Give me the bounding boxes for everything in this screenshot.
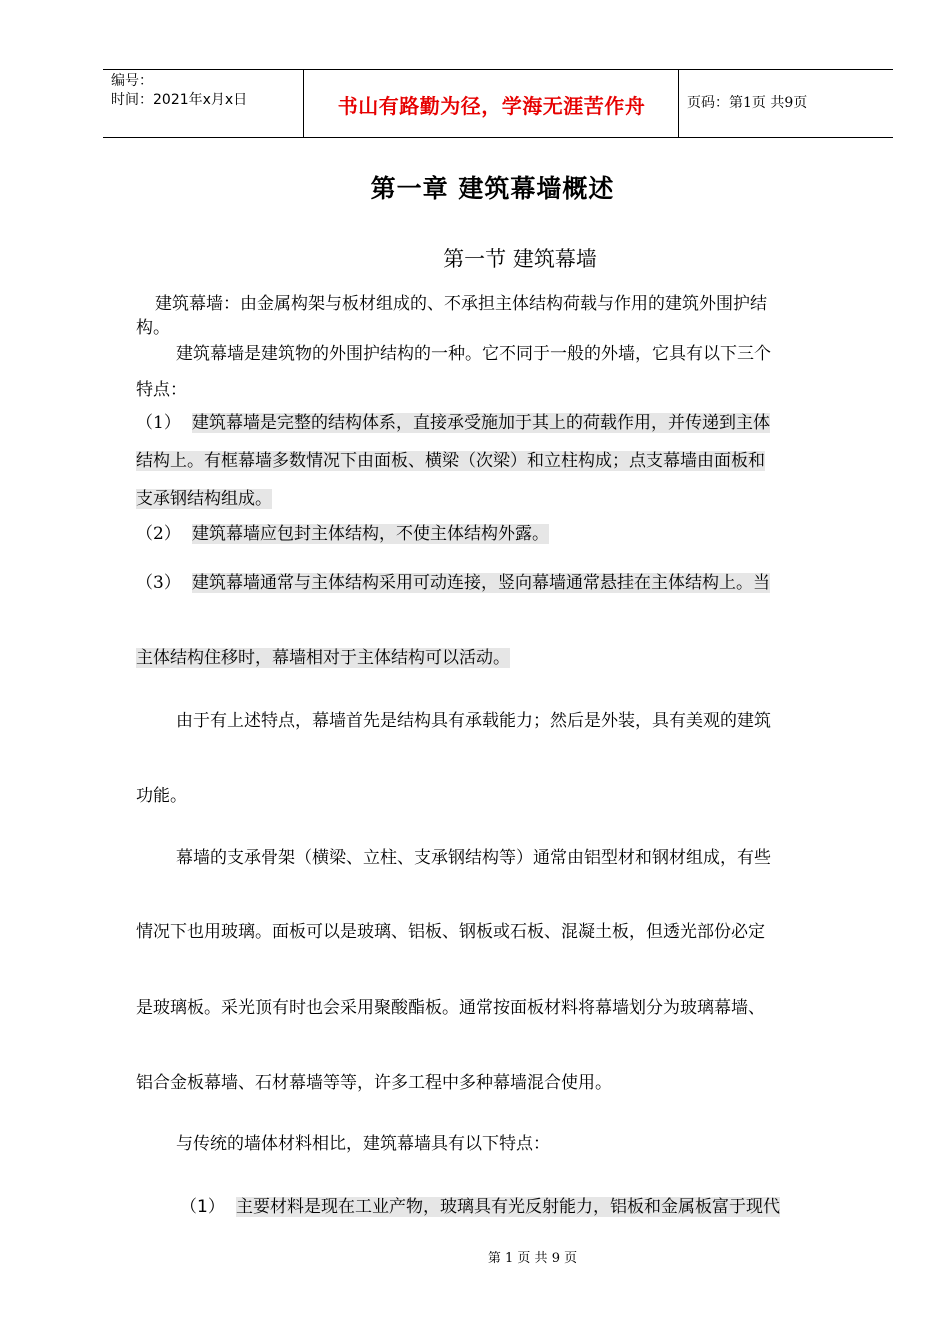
list-item: （1） 建筑幕墙是完整的结构体系，直接承受施加于其上的荷载作用，并传递到主体 [136, 408, 860, 433]
paragraph-line: 特点： [136, 380, 187, 400]
chapter-title: 第一章 建筑幕墙概述 [370, 174, 615, 203]
list-item: （3） 建筑幕墙通常与主体结构采用可动连接，竖向幕墙通常悬挂在主体结构上。当 [136, 568, 860, 593]
list-number: （1） [136, 413, 181, 433]
list-number: （3） [136, 573, 181, 593]
paragraph-line: 幕墙的支承骨架（横梁、立柱、支承钢结构等）通常由铝型材和钢材组成，有些 [176, 848, 771, 868]
paragraph-line: 与传统的墙体材料相比，建筑幕墙具有以下特点： [176, 1134, 550, 1154]
paragraph-line: 建筑幕墙：由金属构架与板材组成的、不承担主体结构荷载与作用的建筑外围护结 [155, 294, 767, 314]
paragraph-line: 情况下也用玻璃。面板可以是玻璃、铝板、钢板或石板、混凝土板，但透光部份必定 [136, 922, 765, 942]
paragraph-line: 建筑幕墙是建筑物的外围护结构的一种。它不同于一般的外墙，它具有以下三个 [176, 344, 771, 364]
paragraph-line: 铝合金板幕墙、石材幕墙等等，许多工程中多种幕墙混合使用。 [136, 1073, 612, 1093]
header-page-info: 页码：第1页 共9页 [687, 95, 808, 111]
number-label: 编号： [111, 73, 153, 89]
section-title: 第一节 建筑幕墙 [443, 247, 597, 271]
list-number: （2） [136, 524, 181, 544]
list-item: （1） 主要材料是现在工业产物，玻璃具有光反射能力，铝板和金属板富于现代 [180, 1192, 860, 1217]
paragraph-line: 是玻璃板。采光顶有时也会采用聚酸酯板。通常按面板材料将幕墙划分为玻璃幕墙、 [136, 998, 765, 1018]
header-meta [111, 72, 247, 110]
header-motto: 书山有路勤为径，学海无涯苦作舟 [337, 94, 646, 118]
list-item: （2） 建筑幕墙应包封主体结构，不使主体结构外露。 [136, 519, 860, 544]
page-footer: 第 1 页 共 9 页 [487, 1251, 578, 1266]
paragraph-line: 支承钢结构组成。 [136, 489, 272, 509]
header-table [103, 69, 893, 138]
time-label: 时间：2021年x月x日 [111, 92, 248, 108]
list-number: （1） [180, 1197, 225, 1217]
paragraph-line: 结构上。有框幕墙多数情况下由面板、横梁（次梁）和立柱构成；点支幕墙由面板和 [136, 451, 765, 471]
paragraph-line: 由于有上述特点，幕墙首先是结构具有承载能力；然后是外装，具有美观的建筑 [176, 711, 771, 731]
paragraph-line: 构。 [136, 318, 170, 338]
paragraph-line: 主体结构住移时，幕墙相对于主体结构可以活动。 [136, 648, 510, 668]
paragraph-line: 功能。 [136, 786, 187, 806]
